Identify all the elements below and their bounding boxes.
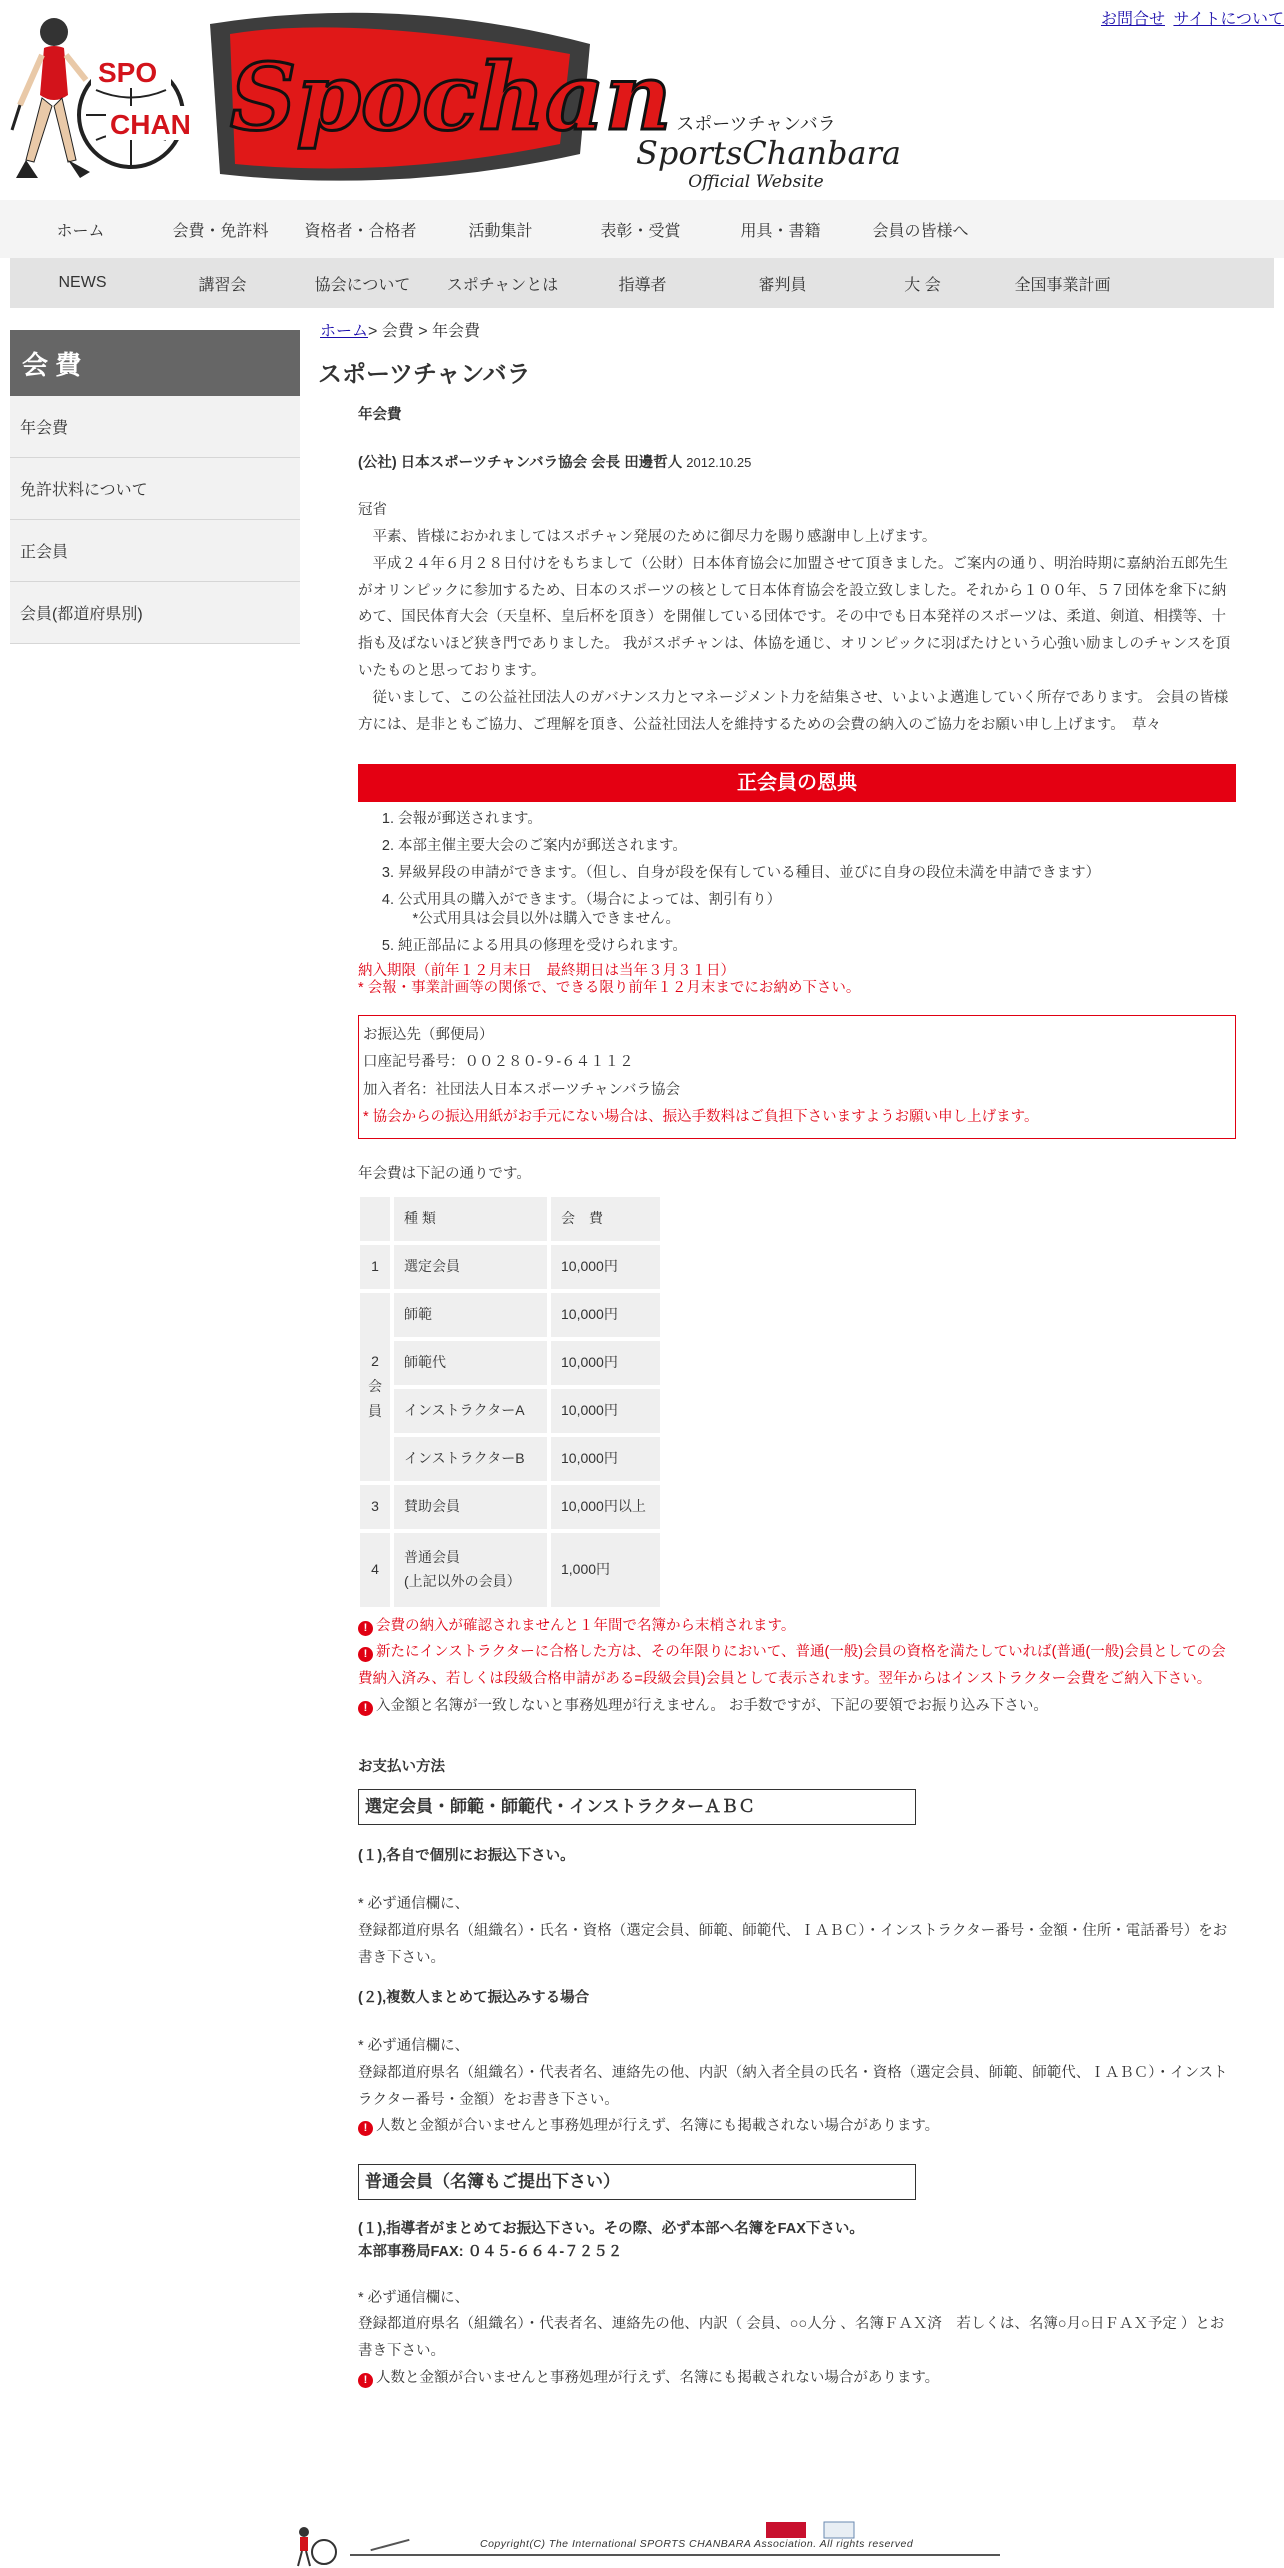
- exclamation-icon: !: [358, 1621, 373, 1636]
- nav-activity[interactable]: 活動集計: [468, 222, 533, 240]
- notice-1: [358, 1613, 1236, 1640]
- payment-s2-l2: 登録都道府県名（組織名）・代表者名、連絡先の他、内訳（納入者全員の氏名・資格（選定会員、師範、師範代、ＩＡＢＣ）・インストラクター番号・金額）をお書き下さい。: [358, 2064, 1228, 2108]
- table-row: [360, 1245, 660, 1289]
- row-kind-note: (上記以外の会員）: [404, 1572, 521, 1589]
- benefit-item: 3. 昇級昇段の申請ができます。（但し、自身が段を保有している種目、並びに自身の段位未満を申請できます）: [398, 864, 1236, 883]
- bank-line2: 口座記号番号：００２８０-９-６４１１２: [363, 1054, 634, 1071]
- row-fee: 10,000円: [551, 1245, 660, 1289]
- payment-s3-head: [358, 2218, 1236, 2264]
- sidebar-heading: 会 費: [10, 330, 300, 396]
- payment-heading: お支払い方法: [358, 1758, 445, 1775]
- payment-s3-warn-text: 人数と金額が合いませんと事務処理が行えず、名簿にも掲載されない場合があります。: [376, 2369, 940, 2386]
- payment-s1-body: [358, 1891, 1236, 1971]
- row-kind: 普通会員: [404, 1548, 460, 1565]
- logo-script-text: Spochan: [230, 43, 672, 151]
- breadcrumb-rest: > 会費 > 年会費: [368, 323, 481, 340]
- table-header-cell: [360, 1197, 390, 1241]
- row-kind: インストラクターB: [394, 1437, 547, 1481]
- payment-box-2: 普通会員（名簿もご提出下さい）: [358, 2164, 916, 2200]
- payment-s2-title: (２),複数人まとめて振込みする場合: [358, 1990, 590, 2007]
- row-fee: 10,000円: [551, 1437, 660, 1481]
- intro-heading: 年会費: [358, 407, 402, 423]
- notices: [358, 1613, 1236, 1720]
- payment-s1-l1: * 必ず通信欄に、: [358, 1895, 470, 1912]
- payment-s1-title: (１),各自で個別にお振込下さい。: [358, 1848, 575, 1865]
- row-kind: 賛助会員: [394, 1485, 547, 1529]
- payment-box-1: 選定会員・師範・師範代・インストラクターＡＢＣ: [358, 1789, 916, 1825]
- nav-fees[interactable]: 会費・免許料: [172, 222, 269, 240]
- contact-link[interactable]: お問合せ: [1100, 11, 1165, 28]
- footer-copyright: Copyright(C) The International SPORTS CHANBARA Association. All rights reserved: [480, 2538, 914, 2550]
- table-row: [360, 1485, 660, 1529]
- logo-spo-text: SPO: [98, 57, 158, 88]
- payment-s3-title: (１),指導者がまとめてお振込下さい。その際、必ず本部へ名簿をFAX下さい。: [358, 2221, 864, 2238]
- row-fee: 10,000円以上: [551, 1485, 660, 1529]
- secondary-nav: [10, 258, 1274, 308]
- footer-mascot-icon: [290, 2520, 350, 2568]
- subtitle-jp: スポーツチャンバラ: [676, 114, 836, 135]
- exclamation-icon: !: [358, 1647, 373, 1662]
- spochan-brush-logo[interactable]: [200, 4, 672, 194]
- nav-what-is[interactable]: スポチャンとは: [446, 276, 559, 294]
- row-fee: 1,000円: [551, 1533, 660, 1607]
- table-header-fee: 会 費: [551, 1197, 660, 1241]
- exclamation-icon: !: [358, 2121, 373, 2136]
- row-group-label: 2 会 員: [360, 1293, 390, 1481]
- table-row: [360, 1293, 660, 1337]
- row-kind: 師範: [394, 1293, 547, 1337]
- intro-p3: 従いまして、この公益社団法人のガバナンス力とマネージメント力を結集させ、いよいよ邁進していく所存であります。 会員の皆様方には、是非ともご協力、ご理解を頂き、公益社団法人を維持するための会費の納入のご協力をお願い申し上げます。 草々: [358, 689, 1229, 733]
- table-row: [360, 1341, 660, 1385]
- payment-s2-warn: [358, 2113, 1236, 2140]
- row-kind: 師範代: [394, 1341, 547, 1385]
- nav-equipment[interactable]: 用具・書籍: [740, 222, 821, 240]
- sidebar-item-regular-member[interactable]: 正会員: [10, 520, 300, 582]
- payment-s3-warn: [358, 2365, 1236, 2392]
- nav-plan[interactable]: 全国事業計画: [1014, 276, 1111, 294]
- benefits-banner: 正会員の恩典: [358, 764, 1236, 802]
- table-header-row: [360, 1197, 660, 1241]
- sidebar-item-license-fee[interactable]: 免許状料について: [10, 458, 300, 520]
- row-kind: インストラクターA: [394, 1389, 547, 1433]
- deadline-line2: * 会報・事業計画等の関係で、できる限り前年１２月末までにお納め下さい。: [358, 980, 861, 997]
- footer-badges-icon: [766, 2520, 856, 2538]
- row-number: 3: [360, 1485, 390, 1529]
- benefit-item-text: 公式用具の購入ができます。（場合によっては、割引有り）: [398, 891, 782, 908]
- intro-p0: 冠省: [358, 502, 387, 519]
- payment-s1-l2: 登録都道府県名（組織名）・氏名・資格（選定会員、師範、師範代、ＩＡＢＣ）・インストラクター番号・金額・住所・電話番号）をお書き下さい。: [358, 1922, 1228, 1966]
- intro-p1: 平素、皆様におかれましてはスポチャン発展のために御尽力を賜り感謝申し上げます。: [372, 528, 937, 545]
- footer-divider: [350, 2554, 1000, 2556]
- intro-body: [358, 497, 1236, 738]
- notice-3: [358, 1693, 1236, 1720]
- breadcrumb-home-link[interactable]: ホーム: [320, 323, 369, 340]
- footer-divider-slash: [370, 2539, 409, 2551]
- payment-s2-l1: * 必ず通信欄に、: [358, 2037, 470, 2054]
- nav-qualified[interactable]: 資格者・合格者: [304, 222, 417, 240]
- sidebar: [10, 330, 300, 644]
- subtitle-en: SportsChanbara: [636, 134, 901, 172]
- row-kind: 選定会員: [394, 1245, 547, 1289]
- fee-table-intro: 年会費は下記の通りです。: [358, 1166, 531, 1182]
- site-footer: [290, 2520, 990, 2568]
- row-kind-multi: [394, 1533, 547, 1607]
- page-title: スポーツチャンバラ: [318, 361, 531, 388]
- notice-2-text: 新たにインストラクターに合格した方は、その年限りにおいて、普通(一般)会員の資格を満たしていれば(普通(一般)会員としての会費納入済み、若しくは段級合格申請がある=段級会員)会員として表示されます。翌年からはインストラクター会費をご納入下さい。: [358, 1644, 1226, 1688]
- sidebar-item-members-by-prefecture[interactable]: 会員(都道府県別): [10, 582, 300, 644]
- exclamation-icon: !: [358, 1701, 373, 1716]
- bank-line1: お振込先（郵便局）: [363, 1026, 494, 1043]
- bank-line4: * 協会からの振込用紙がお手元にない場合は、振込手数料はご負担下さいますようお願い申し上げます。: [363, 1109, 1039, 1126]
- benefit-item: 1. 会報が郵送されます。: [398, 810, 1236, 829]
- nav-instructors[interactable]: 指導者: [618, 276, 667, 294]
- nav-tournaments[interactable]: 大 会: [904, 276, 941, 294]
- bank-info-box: [358, 1015, 1236, 1139]
- nav-awards[interactable]: 表彰・受賞: [600, 222, 681, 240]
- payment-s3-l2: 登録都道府県名（組織名）・代表者名、連絡先の他、内訳（ 会員、○○人分 、名簿ＦＡＸ済 若しくは、名簿○月○日ＦＡＸ予定 ）とお書き下さい。: [358, 2316, 1225, 2360]
- table-row: [360, 1533, 660, 1607]
- table-header-kind: 種 類: [394, 1197, 547, 1241]
- fee-table: [356, 1193, 664, 1611]
- logo-chan-text: CHAN: [110, 109, 191, 140]
- about-site-link[interactable]: サイトについて: [1173, 11, 1284, 28]
- row-fee: 10,000円: [551, 1341, 660, 1385]
- notice-1-text: 会費の納入が確認されませんと１年間で名簿から末梢されます。: [376, 1617, 796, 1634]
- deadline-notice: [358, 963, 1236, 996]
- table-row: [360, 1389, 660, 1433]
- notice-3-text: 入金額と名簿が一致しないと事務処理が行えません。 お手数ですが、下記の要領でお振り込み下さい。: [376, 1697, 1048, 1714]
- top-links: [1097, 6, 1284, 29]
- subtitle-official: Official Website: [688, 172, 824, 192]
- row-fee: 10,000円: [551, 1389, 660, 1433]
- deadline-line1: 納入期限（前年１２月末日 最終期日は当年３月３１日）: [358, 963, 735, 980]
- payment-s3-body: [358, 2285, 1236, 2392]
- intro-author-line: [358, 450, 1236, 478]
- site-header: [0, 0, 1284, 200]
- benefit-item: 5. 純正部品による用具の修理を受けられます。: [398, 937, 1236, 956]
- intro-author: (公社) 日本スポーツチャンバラ協会 会長 田邊哲人: [358, 454, 683, 471]
- payment-s3-l1: * 必ず通信欄に、: [358, 2289, 470, 2306]
- benefit-item-note: *公式用具は会員以外は購入できません。: [412, 910, 681, 927]
- nav-seminar[interactable]: 講習会: [198, 276, 247, 294]
- row-fee: 10,000円: [551, 1293, 660, 1337]
- benefits-list: [358, 810, 1236, 955]
- row-number: 1: [360, 1245, 390, 1289]
- benefit-item: [398, 891, 1236, 929]
- site-subtitle: [636, 110, 901, 192]
- payment-s3-fax: 本部事務局FAX: ０４５-６６４-７２５２: [358, 2244, 623, 2261]
- nav-members[interactable]: 会員の皆様へ: [872, 222, 969, 240]
- payment-s2-body: [358, 2033, 1236, 2140]
- breadcrumb: [320, 318, 480, 341]
- payment-s2-warn-text: 人数と金額が合いませんと事務処理が行えず、名簿にも掲載されない場合があります。: [376, 2118, 940, 2135]
- bank-line3: 加入者名：社団法人日本スポーツチャンバラ協会: [363, 1081, 680, 1098]
- row-number: 4: [360, 1533, 390, 1607]
- notice-2: [358, 1639, 1236, 1693]
- intro-p2: 平成２４年６月２８日付けをもちまして（公財）日本体育協会に加盟させて頂きました。ご案内の通り、明治時期に嘉納治五郎先生がオリンピックに参加するため、日本のスポーツの核として日本体育協会を設立致しました。それから１００年、５７団体を傘下に納めて、国民体育大会（天皇杯、皇后杯を頂き）を開催している団体です。その中でも日本発祥のスポーツは、柔道、剣道、相撲等、十指も及ばないほど狭き門でありました。 我がスポチャンは、体協を通じ、オリンピックに羽ばたけという心強い励ましのチャンスを頂いたものと思っております。: [358, 555, 1231, 679]
- main-content: [358, 402, 1236, 2392]
- nav-news[interactable]: NEWS: [58, 274, 107, 291]
- intro-date: 2012.10.25: [686, 454, 752, 470]
- nav-home[interactable]: ホーム: [56, 222, 105, 240]
- sidebar-item-annual-fee[interactable]: 年会費: [10, 396, 300, 458]
- exclamation-icon: !: [358, 2373, 373, 2388]
- benefit-item: 2. 本部主催主要大会のご案内が郵送されます。: [398, 837, 1236, 856]
- nav-referees[interactable]: 審判員: [758, 276, 807, 294]
- mascot-logo[interactable]: [6, 10, 202, 190]
- nav-about[interactable]: 協会について: [314, 276, 411, 294]
- table-row: [360, 1437, 660, 1481]
- primary-nav: [0, 200, 1284, 258]
